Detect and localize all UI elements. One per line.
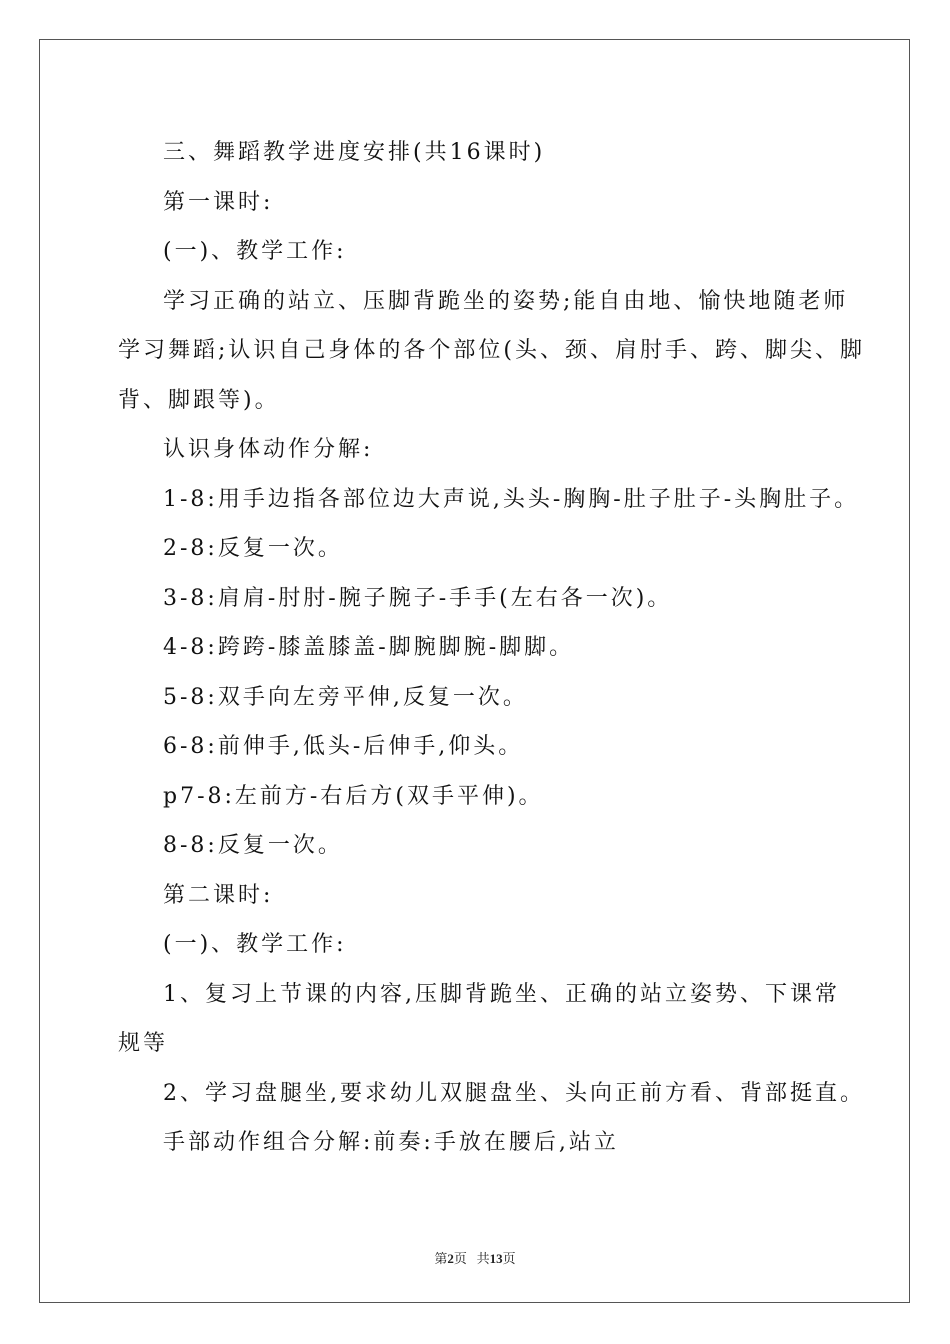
step-line: 5-8:双手向左旁平伸,反复一次。	[163, 684, 528, 710]
total-pages-number: 13	[489, 1251, 503, 1266]
paragraph-line: 1、复习上节课的内容,压脚背跪坐、正确的站立姿势、下课常	[163, 981, 840, 1007]
document-body	[118, 128, 865, 1168]
step-line: 3-8:肩肩-肘肘-腕子腕子-手手(左右各一次)。	[163, 585, 673, 611]
paragraph-line: 学习舞蹈;认识自己身体的各个部位(头、颈、肩肘手、跨、脚尖、脚	[118, 338, 865, 363]
hand-moves-line: 手部动作组合分解:前奏:手放在腰后,站立	[163, 1130, 619, 1155]
section-heading: 三、舞蹈教学进度安排(共16课时)	[163, 140, 546, 165]
current-page-number: 2	[447, 1251, 454, 1266]
step-line: 8-8:反复一次。	[163, 833, 343, 858]
footer-total-suffix: 页	[502, 1251, 516, 1266]
step-line: 6-8:前伸手,低头-后伸手,仰头。	[163, 734, 524, 759]
lesson2-item1	[118, 970, 843, 1069]
step-line: p7-8:左前方-右后方(双手平伸)。	[163, 783, 544, 809]
footer-page-suffix: 页	[453, 1251, 467, 1266]
step-line: 2-8:反复一次。	[163, 536, 343, 561]
paragraph-line: 规等	[118, 1031, 169, 1056]
lesson2-teaching-label: (一)、教学工作:	[163, 932, 347, 957]
footer-prefix: 第	[434, 1251, 448, 1266]
paragraph-line: 背、脚跟等)。	[118, 387, 280, 413]
body-parts-label: 认识身体动作分解:	[163, 437, 374, 462]
step-line: 4-8:跨跨-膝盖膝盖-脚腕脚腕-脚脚。	[163, 635, 575, 660]
paragraph-line: 学习正确的站立、压脚背跪坐的姿势;能自由地、愉快地随老师	[163, 288, 849, 314]
step-line: 1-8:用手边指各部位边大声说,头头-胸胸-肚子肚子-头胸肚子。	[163, 486, 860, 512]
lesson1-title: 第一课时:	[163, 189, 274, 215]
lesson1-teaching-label: (一)、教学工作:	[163, 239, 347, 264]
footer-total-prefix: 共	[476, 1251, 490, 1266]
page-footer	[0, 1248, 950, 1267]
lesson2-item2: 2、学习盘腿坐,要求幼儿双腿盘坐、头向正前方看、背部挺直。	[163, 1080, 865, 1106]
lesson1-paragraph	[118, 277, 865, 426]
lesson2-title: 第二课时:	[163, 882, 274, 908]
